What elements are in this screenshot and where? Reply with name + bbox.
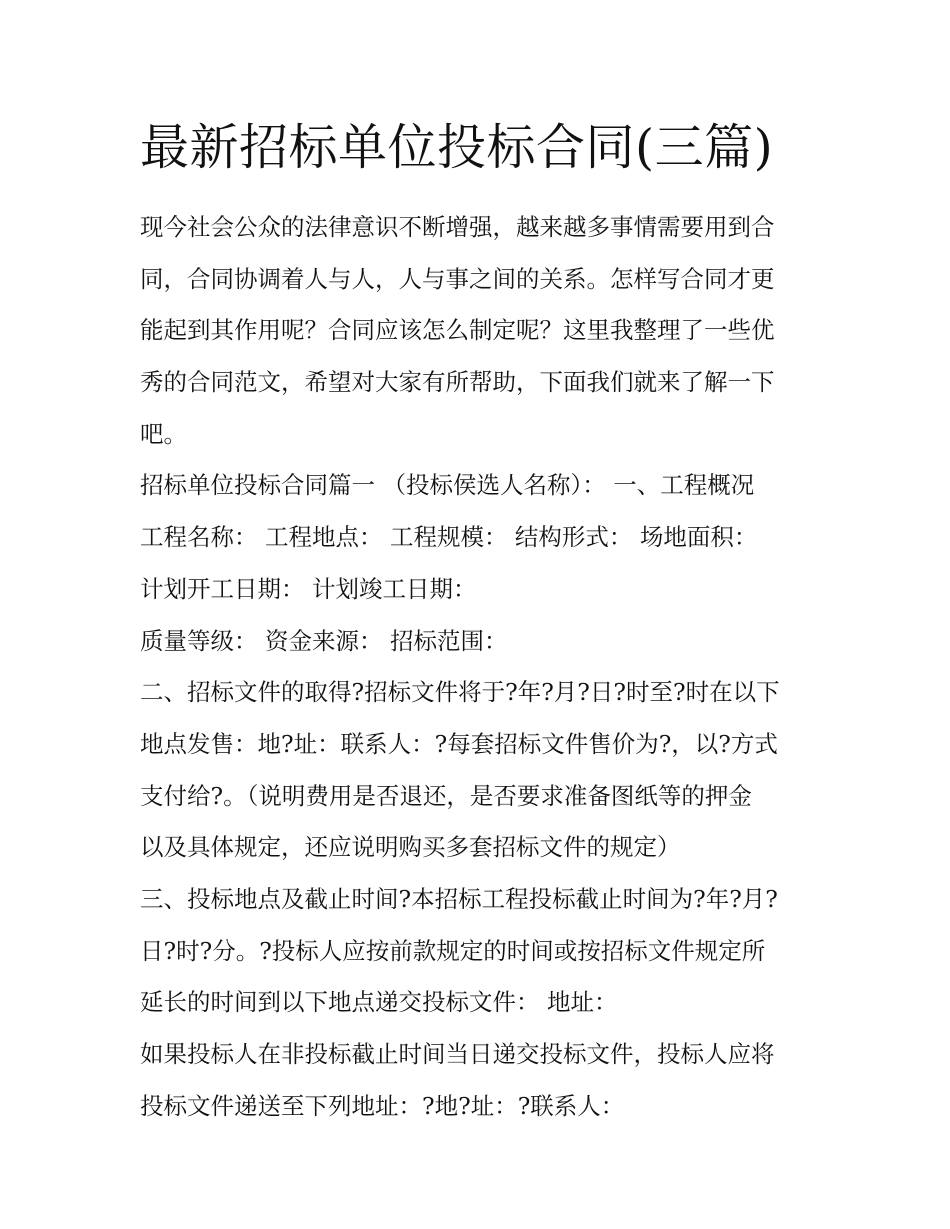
text-line-12: 支付给?。（说明费用是否退还，是否要求准备图纸等的押金 — [140, 781, 752, 810]
text-line-10: 二、招标文件的取得?招标文件将于?年?月?日?时至?时在以下 — [140, 678, 780, 707]
document-page — [140, 110, 820, 1132]
text-line-7: 工程名称： 工程地点： 工程规模： 结构形式： 场地面积： — [140, 523, 758, 552]
text-line-14: 三、投标地点及截止时间?本招标工程投标截止时间为?年?月? — [140, 884, 778, 913]
text-line-13: 以及具体规定，还应说明购买多套招标文件的规定） — [140, 833, 681, 862]
text-line-17: 如果投标人在非投标截止时间当日递交投标文件，投标人应将 — [140, 1040, 775, 1068]
text-line-6: 招标单位投标合同篇一 （投标侯选人名称）： 一、工程概况 — [140, 471, 755, 500]
text-line-16: 延长的时间到以下地点递交投标文件： 地址： — [140, 988, 618, 1017]
text-line-15: 日?时?分。?投标人应按前款规定的时间或按招标文件规定所 — [140, 936, 766, 965]
document-title: 最新招标单位投标合同(三篇) — [140, 119, 774, 176]
text-line-11: 地点发售：地?址：联系人：?每套招标文件售价为?，以?方式 — [140, 729, 778, 758]
text-line-2: 同，合同协调着人与人，人与事之间的关系。怎样写合同才更 — [140, 264, 775, 293]
text-line-8: 计划开工日期： 计划竣工日期： — [140, 574, 477, 603]
text-line-4: 秀的合同范文，希望对大家有所帮助，下面我们就来了解一下 — [140, 368, 775, 397]
text-line-1: 现今社会公众的法律意识不断增强，越来越多事情需要用到合 — [140, 213, 775, 241]
text-line-3: 能起到其作用呢？合同应该怎么制定呢？这里我整理了一些优 — [140, 316, 775, 345]
text-line-18: 投标文件递送至下列地址：?地?址：?联系人： — [140, 1091, 625, 1120]
text-line-5: 吧。 — [140, 419, 187, 448]
text-line-9: 质量等级： 资金来源： 招标范围： — [140, 626, 508, 655]
document-body — [140, 202, 820, 1132]
